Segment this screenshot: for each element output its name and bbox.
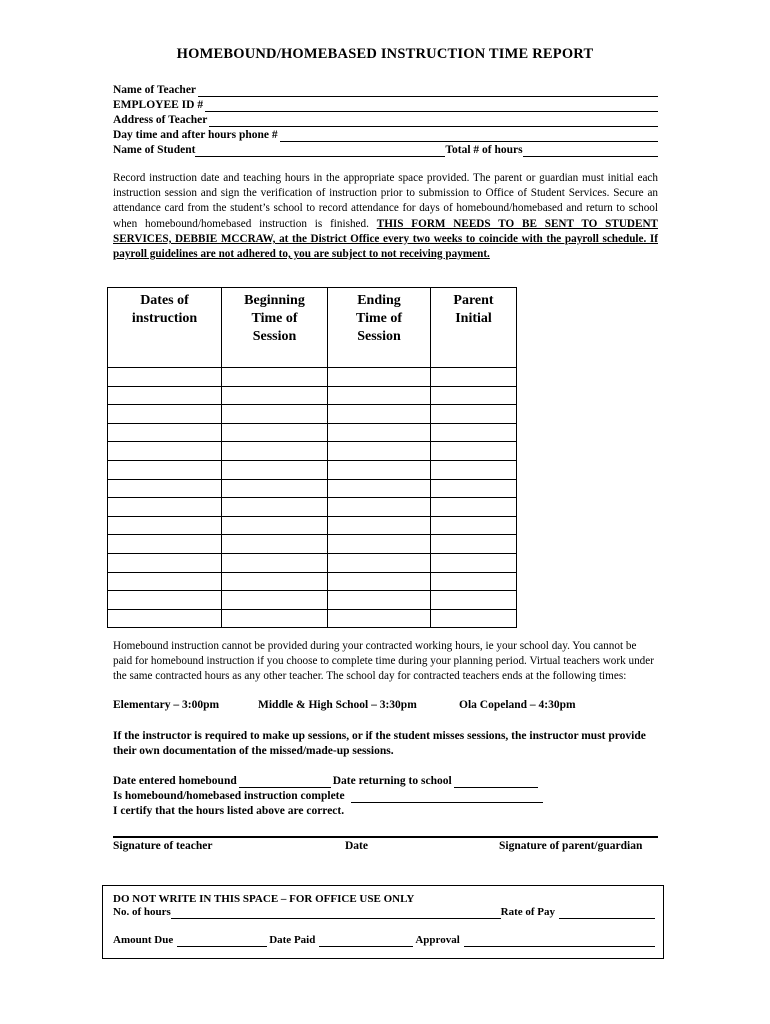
table-cell[interactable] <box>108 479 222 498</box>
table-cell[interactable] <box>222 535 328 554</box>
table-cell[interactable] <box>108 386 222 405</box>
table-row <box>108 442 517 461</box>
rate-of-pay-blank[interactable] <box>559 908 655 919</box>
teacher-address-label: Address of Teacher <box>113 114 208 126</box>
date-paid-blank[interactable] <box>319 936 413 947</box>
total-hours-label: Total # of hours <box>445 144 523 156</box>
total-hours-blank[interactable] <box>523 146 658 157</box>
teacher-address-blank[interactable] <box>209 116 658 127</box>
date-paid-label: Date Paid <box>269 934 316 946</box>
table-cell[interactable] <box>431 479 517 498</box>
table-cell[interactable] <box>108 535 222 554</box>
phone-blank[interactable] <box>280 131 658 142</box>
teacher-signature-label: Signature of teacher <box>113 840 213 852</box>
employee-id-label: EMPLOYEE ID # <box>113 99 204 111</box>
student-name-blank[interactable] <box>195 146 445 157</box>
table-cell[interactable] <box>108 442 222 461</box>
date-entered-blank[interactable] <box>239 777 331 788</box>
table-cell[interactable] <box>431 460 517 479</box>
table-cell[interactable] <box>108 591 222 610</box>
table-cell[interactable] <box>222 553 328 572</box>
table-cell[interactable] <box>222 442 328 461</box>
table-cell[interactable] <box>222 423 328 442</box>
table-cell[interactable] <box>108 516 222 535</box>
table-cell[interactable] <box>222 516 328 535</box>
table-cell[interactable] <box>222 591 328 610</box>
table-row <box>108 591 517 610</box>
table-cell[interactable] <box>431 609 517 628</box>
table-cell[interactable] <box>328 553 431 572</box>
table-cell[interactable] <box>431 368 517 387</box>
table-row <box>108 423 517 442</box>
date-returning-label: Date returning to school <box>332 775 452 787</box>
table-cell[interactable] <box>431 591 517 610</box>
office-use-box <box>102 885 664 959</box>
table-cell[interactable] <box>431 516 517 535</box>
middle-high-time: Middle & High School – 3:30pm <box>258 699 417 711</box>
table-cell[interactable] <box>108 423 222 442</box>
office-heading: DO NOT WRITE IN THIS SPACE – FOR OFFICE USE ONLY <box>113 893 415 905</box>
table-cell[interactable] <box>108 405 222 424</box>
table-row <box>108 479 517 498</box>
table-cell[interactable] <box>328 535 431 554</box>
table-cell[interactable] <box>431 498 517 517</box>
table-cell[interactable] <box>328 423 431 442</box>
col-dates-header: Dates of instruction <box>108 288 222 368</box>
table-cell[interactable] <box>328 479 431 498</box>
table-cell[interactable] <box>222 572 328 591</box>
table-cell[interactable] <box>222 460 328 479</box>
teacher-name-label: Name of Teacher <box>113 84 197 96</box>
date-entered-label: Date entered homebound <box>113 775 237 787</box>
office-hours-label: No. of hours <box>113 906 171 918</box>
table-cell[interactable] <box>328 498 431 517</box>
table-cell[interactable] <box>108 368 222 387</box>
date-signature-label: Date <box>345 840 368 852</box>
table-row <box>108 535 517 554</box>
instruction-complete-label: Is homebound/homebased instruction complete <box>113 790 345 802</box>
rate-of-pay-label: Rate of Pay <box>500 906 555 918</box>
table-cell[interactable] <box>328 572 431 591</box>
instructions-paragraph <box>113 171 658 262</box>
approval-blank[interactable] <box>464 936 655 947</box>
table-header-row <box>108 288 517 368</box>
date-returning-blank[interactable] <box>454 777 538 788</box>
makeup-notice: If the instructor is required to make up sessions, or if the student misses sessions, the instructor must provide their own documentation of the missed/made-up sessions. <box>113 730 646 757</box>
certify-statement: I certify that the hours listed above are correct. <box>113 805 345 817</box>
col-initial-header: Parent Initial <box>431 288 517 368</box>
table-cell[interactable] <box>431 405 517 424</box>
table-cell[interactable] <box>108 553 222 572</box>
table-cell[interactable] <box>108 460 222 479</box>
table-cell[interactable] <box>328 516 431 535</box>
table-row <box>108 498 517 517</box>
amount-due-blank[interactable] <box>177 936 267 947</box>
form-title: HOMEBOUND/HOMEBASED INSTRUCTION TIME REPORT <box>176 46 594 62</box>
policy-paragraph: Homebound instruction cannot be provided during your contracted working hours, ie your school day. You cannot be paid for homebound instruction if you choose to complete time during your planning period. Virtual teachers work under the same contracted hours as any other teacher. The school day for contracted teachers ends at the following times: <box>113 640 654 682</box>
table-cell[interactable] <box>222 386 328 405</box>
instruction-complete-blank[interactable] <box>351 792 543 803</box>
phone-label: Day time and after hours phone # <box>113 129 278 141</box>
ola-copeland-time: Ola Copeland – 4:30pm <box>459 699 576 711</box>
table-cell[interactable] <box>222 405 328 424</box>
table-row <box>108 553 517 572</box>
office-hours-row <box>113 906 655 919</box>
table-row <box>108 368 517 387</box>
teacher-address-field[interactable] <box>113 113 658 127</box>
amount-due-label: Amount Due <box>113 934 174 946</box>
table-cell[interactable] <box>328 386 431 405</box>
table-cell[interactable] <box>431 553 517 572</box>
table-cell[interactable] <box>108 572 222 591</box>
elementary-time: Elementary – 3:00pm <box>113 699 220 711</box>
table-cell[interactable] <box>222 479 328 498</box>
signature-rule <box>113 836 658 838</box>
table-cell[interactable] <box>431 386 517 405</box>
instructions-text: Record instruction date and teaching hours in the appropriate space provided. The parent or guardian must initial each instruction session and sign the verification of instruction prior to submission to Office of Student Services. Secure an attendance card from the student’s school to record attendance for days of homebound/homebased and return to school when homebound/homebased instruction is finished. <box>113 172 658 230</box>
table-cell[interactable] <box>431 572 517 591</box>
table-cell[interactable] <box>108 609 222 628</box>
instruction-log-table <box>107 287 517 628</box>
approval-label: Approval <box>415 934 460 946</box>
phone-field[interactable] <box>113 128 658 142</box>
table-cell[interactable] <box>328 591 431 610</box>
homebound-dates-line <box>113 774 540 788</box>
table-cell[interactable] <box>328 442 431 461</box>
table-row <box>108 609 517 628</box>
teacher-name-blank[interactable] <box>198 86 658 97</box>
table-cell[interactable] <box>431 442 517 461</box>
table-cell[interactable] <box>328 609 431 628</box>
table-cell[interactable] <box>328 368 431 387</box>
table-cell[interactable] <box>431 535 517 554</box>
col-begin-header: Beginning Time of Session <box>222 288 328 368</box>
table-cell[interactable] <box>108 498 222 517</box>
student-name-field[interactable] <box>113 143 658 157</box>
table-cell[interactable] <box>222 368 328 387</box>
instructions-emphasis: THIS FORM NEEDS TO BE SENT TO STUDENT SERVICES, DEBBIE MCCRAW, at the District Office every two weeks to coincide with the payroll schedule. If payroll guidelines are not adhered to, you are subject to not receiving payment. <box>113 217 658 261</box>
table-row <box>108 460 517 479</box>
table-cell[interactable] <box>222 498 328 517</box>
student-name-label: Name of Student <box>113 144 196 156</box>
table-row <box>108 516 517 535</box>
table-cell[interactable] <box>328 460 431 479</box>
table-cell[interactable] <box>222 609 328 628</box>
instruction-complete-line <box>113 789 545 803</box>
employee-id-field[interactable] <box>113 98 658 112</box>
office-hours-blank[interactable] <box>171 908 501 919</box>
office-payment-row <box>113 934 655 947</box>
col-end-header: Ending Time of Session <box>328 288 431 368</box>
employee-id-blank[interactable] <box>205 101 658 112</box>
table-cell[interactable] <box>328 405 431 424</box>
table-row <box>108 405 517 424</box>
parent-signature-label: Signature of parent/guardian <box>499 840 643 852</box>
table-cell[interactable] <box>431 423 517 442</box>
teacher-name-field[interactable] <box>113 83 658 97</box>
table-row <box>108 386 517 405</box>
table-row <box>108 572 517 591</box>
